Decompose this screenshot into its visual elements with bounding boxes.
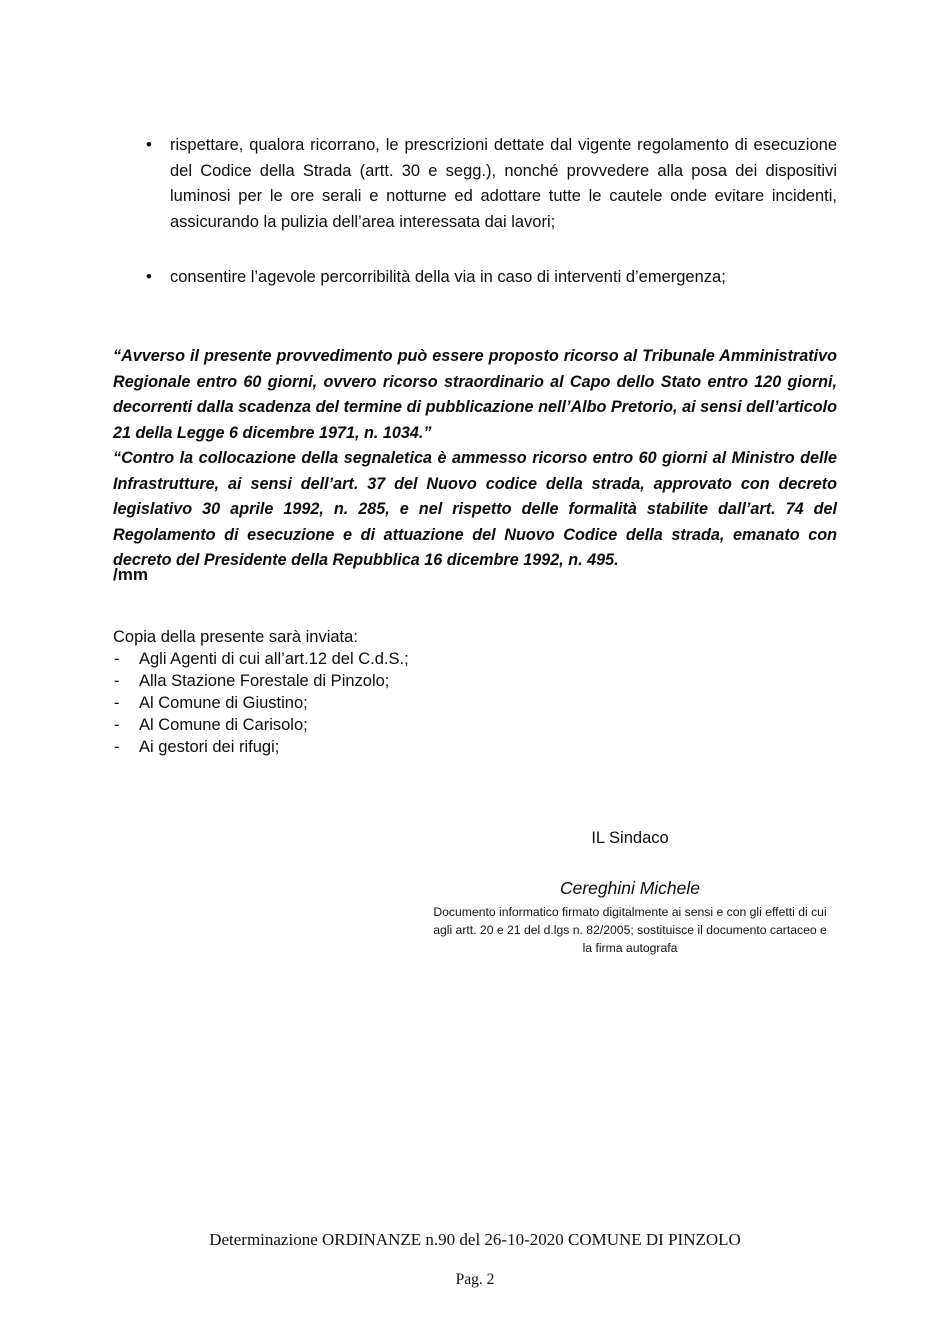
dash-marker-icon: - <box>114 716 120 734</box>
dash-marker-icon: - <box>114 650 120 668</box>
list-item <box>113 133 837 235</box>
signatory-role: IL Sindaco <box>591 829 669 847</box>
list-item-text: consentire l’agevole percorribilità della via in caso di interventi d’emergenza; <box>170 268 726 286</box>
list-item-text: Agli Agenti di cui all’art.12 del C.d.S.; <box>139 650 409 668</box>
footer-reference: Determinazione ORDINANZE n.90 del 26-10-2020 COMUNE DI PINZOLO <box>209 1230 741 1249</box>
dash-marker-icon: - <box>114 672 120 690</box>
list-item <box>113 265 837 291</box>
list-item-text: Al Comune di Giustino; <box>139 694 308 712</box>
list-item <box>113 736 713 758</box>
dash-marker-icon: - <box>114 694 120 712</box>
dash-marker-icon: - <box>114 738 120 756</box>
distribution-intro: Copia della presente sarà inviata: <box>113 628 358 646</box>
list-item-text: Alla Stazione Forestale di Pinzolo; <box>139 672 390 690</box>
list-item <box>113 714 713 736</box>
list-item <box>113 692 713 714</box>
list-item-text: rispettare, qualora ricorrano, le prescrizioni dettate dal vigente regolamento di esecuzione del Codice della Strada (artt. 30 e segg.), nonché provvedere alla posa dei dispositivi luminosi per le ore serali e notturne ed adottare tutte le cautele onde evitare incidenti, assicurando la pulizia dell’area interessata dai lavori; <box>170 136 837 231</box>
bullet-point-icon: • <box>146 268 152 286</box>
distribution-list <box>113 626 713 758</box>
list-item <box>113 648 713 670</box>
list-item <box>113 670 713 692</box>
bullet-point-icon: • <box>146 136 152 154</box>
appeal-paragraph-signage: “Contro la collocazione della segnaletica è ammesso ricorso entro 60 giorni al Ministro delle Infrastrutture, ai sensi dell’art. 37 del Nuovo codice della strada, approvato con decreto legislativo 30 aprile 1992, n. 285, e nel rispetto delle formalità stabilite dall’art. 74 del Regolamento di esecuzione e di attuazione del Nuovo Codice della strada, emanato con decreto del Presidente della Repubblica 16 dicembre 1992, n. 495. <box>113 449 837 569</box>
digital-signature-disclaimer: Documento informatico firmato digitalmente ai sensi e con gli effetti di cui agli artt. 20 e 21 del d.lgs n. 82/2005; sostituisce il documento cartaceo e la firma autografa <box>433 905 827 955</box>
list-item-text: Ai gestori dei rifugi; <box>139 738 280 756</box>
list-item-text: Al Comune di Carisolo; <box>139 716 308 734</box>
page-footer <box>0 1229 950 1291</box>
signature-block <box>400 826 860 957</box>
page-number: Pag. 2 <box>455 1271 495 1288</box>
appeal-notice-block <box>113 344 837 574</box>
appeal-paragraph-tar: “Avverso il presente provvedimento può essere proposto ricorso al Tribunale Amministrativo Regionale entro 60 giorni, ovvero ricorso straordinario al Capo dello Stato entro 120 giorni, decorrenti dalla scadenza del termine di pubblicazione nell’Albo Pretorio, ai sensi dell’articolo 21 della Legge 6 dicembre 1971, n. 1034.” <box>113 347 837 442</box>
prescriptions-bullet-list <box>113 133 837 291</box>
clerk-initials: /mm <box>113 565 148 584</box>
signatory-name: Cereghini Michele <box>559 878 701 898</box>
